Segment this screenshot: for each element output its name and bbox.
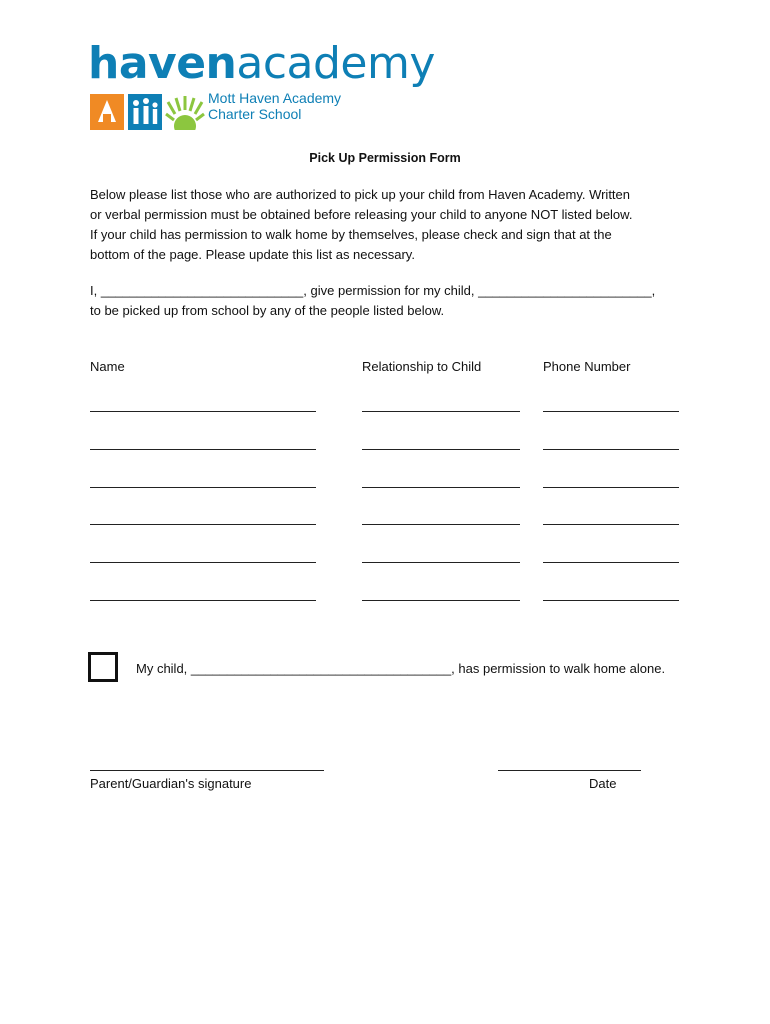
relationship-field-line[interactable] [362, 524, 520, 525]
phone-field-line[interactable] [543, 487, 679, 488]
phone-field-line[interactable] [543, 411, 679, 412]
name-field-line[interactable] [90, 562, 316, 563]
school-logo-icon [90, 92, 206, 130]
sun-icon [166, 96, 204, 130]
relationship-field-line[interactable] [362, 600, 520, 601]
permission-line: I, ____________________________, give permission for my child, ________________________, [90, 283, 656, 298]
intro-paragraph [90, 185, 690, 265]
logo-subtitle-line2: Charter School [208, 106, 302, 122]
date-label: Date [589, 776, 617, 791]
walk-home-checkbox[interactable] [88, 652, 118, 682]
walk-home-statement: My child, ____________________________________, has permission to walk home alone. [136, 661, 666, 676]
logo-wordmark [88, 38, 435, 90]
column-header-phone: Phone Number [543, 359, 631, 374]
name-field-line[interactable] [90, 487, 316, 488]
signature-field-line[interactable] [90, 770, 324, 771]
relationship-field-line[interactable] [362, 449, 520, 450]
permission-line: to be picked up from school by any of the people listed below. [90, 303, 445, 318]
column-header-relationship: Relationship to Child [362, 359, 482, 374]
phone-field-line[interactable] [543, 449, 679, 450]
intro-line: Below please list those who are authorized to pick up your child from Haven Academy. Written [90, 187, 631, 202]
name-field-line[interactable] [90, 449, 316, 450]
name-field-line[interactable] [90, 600, 316, 601]
intro-line: bottom of the page. Please update this list as necessary. [90, 247, 415, 262]
intro-line: or verbal permission must be obtained before releasing your child to anyone NOT listed below. [90, 207, 633, 222]
column-header-name: Name [90, 359, 125, 374]
relationship-field-line[interactable] [362, 487, 520, 488]
name-field-line[interactable] [90, 524, 316, 525]
signature-label: Parent/Guardian's signature [90, 776, 252, 791]
phone-field-line[interactable] [543, 562, 679, 563]
logo-subtitle [208, 90, 341, 122]
form-title: Pick Up Permission Form [309, 151, 461, 165]
relationship-field-line[interactable] [362, 411, 520, 412]
date-field-line[interactable] [498, 770, 641, 771]
logo-word-academy: academy [236, 38, 435, 89]
name-field-line[interactable] [90, 411, 316, 412]
phone-field-line[interactable] [543, 524, 679, 525]
relationship-field-line[interactable] [362, 562, 520, 563]
logo-subtitle-line1: Mott Haven Academy [208, 90, 342, 106]
intro-line: If your child has permission to walk home by themselves, please check and sign that at the [90, 227, 612, 242]
permission-statement [90, 281, 690, 321]
phone-field-line[interactable] [543, 600, 679, 601]
logo-word-haven: haven [88, 38, 237, 89]
